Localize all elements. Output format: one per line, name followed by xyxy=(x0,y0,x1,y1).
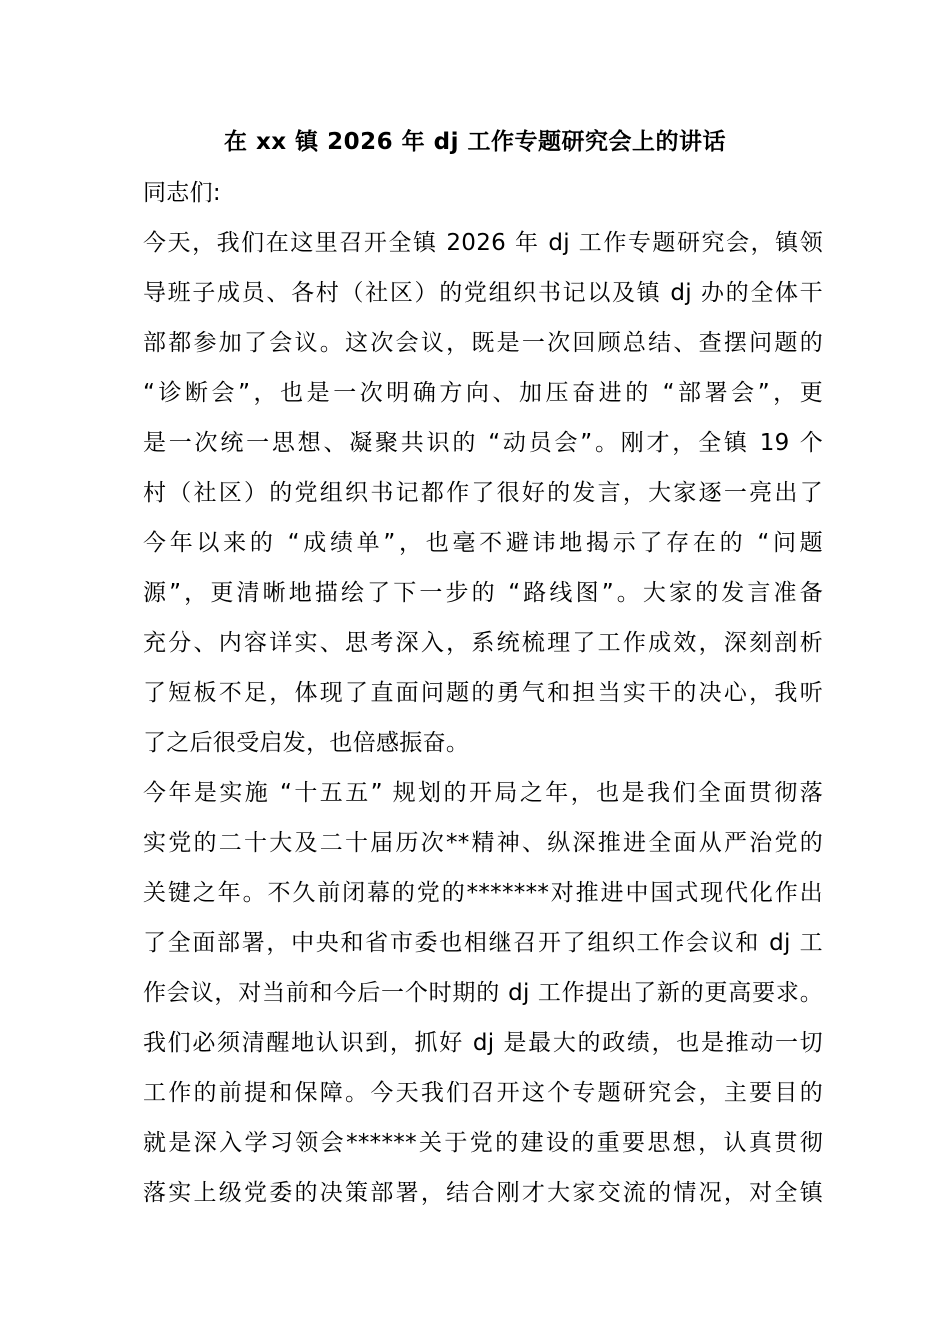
paragraph-line: 了短板不足，体现了直面问题的勇气和担当实干的决心，我听 xyxy=(143,680,823,706)
paragraph-line: 今年是实施 “十五五” 规划的开局之年，也是我们全面贯彻落 xyxy=(143,780,823,806)
paragraph-line: 导班子成员、各村（社区）的党组织书记以及镇 dj 办的全体干 xyxy=(143,280,823,306)
paragraph-line: 了之后很受启发，也倍感振奋。 xyxy=(143,730,470,756)
paragraph-line: 落实上级党委的决策部署，结合刚才大家交流的情况，对全镇 xyxy=(143,1180,823,1206)
paragraph-line: 作会议，对当前和今后一个时期的 dj 工作提出了新的更高要求。 xyxy=(143,980,823,1006)
paragraph-line: “诊断会”，也是一次明确方向、加压奋进的 “部署会”，更 xyxy=(143,380,823,406)
document-body xyxy=(143,168,823,1218)
paragraph-line: 了全面部署，中央和省市委也相继召开了组织工作会议和 dj 工 xyxy=(143,930,823,956)
salutation-line: 同志们: xyxy=(143,180,221,206)
paragraph-line: 是一次统一思想、凝聚共识的 “动员会”。刚才，全镇 19 个 xyxy=(143,430,823,456)
paragraph-line: 今天，我们在这里召开全镇 2026 年 dj 工作专题研究会，镇领 xyxy=(143,230,823,256)
paragraph-line: 实党的二十大及二十届历次**精神、纵深推进全面从严治党的 xyxy=(143,830,823,856)
paragraph-line: 就是深入学习领会******关于党的建设的重要思想，认真贯彻 xyxy=(143,1130,823,1156)
paragraph-line: 工作的前提和保障。今天我们召开这个专题研究会，主要目的 xyxy=(143,1080,823,1106)
paragraph-line: 我们必须清醒地认识到，抓好 dj 是最大的政绩，也是推动一切 xyxy=(143,1030,823,1056)
paragraph-line: 关键之年。不久前闭幕的党的*******对推进中国式现代化作出 xyxy=(143,880,823,906)
document-title: 在 xx 镇 2026 年 dj 工作专题研究会上的讲话 xyxy=(223,129,727,155)
paragraph-line: 今年以来的 “成绩单”，也毫不避讳地揭示了存在的 “问题 xyxy=(143,530,823,556)
paragraph-line: 充分、内容详实、思考深入，系统梳理了工作成效，深刻剖析 xyxy=(143,630,823,656)
paragraph-line: 部都参加了会议。这次会议，既是一次回顾总结、查摆问题的 xyxy=(143,330,823,356)
paragraph-line: 源”，更清晰地描绘了下一步的 “路线图”。大家的发言准备 xyxy=(143,580,823,606)
paragraph-line: 村（社区）的党组织书记都作了很好的发言，大家逐一亮出了 xyxy=(143,480,823,506)
